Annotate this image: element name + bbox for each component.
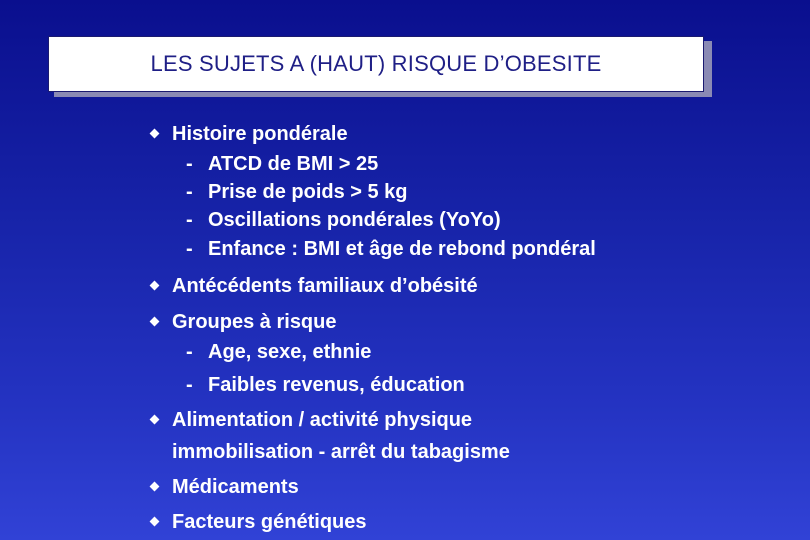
bullet-item: Alimentation / activité physique <box>172 409 473 431</box>
dash-marker: - <box>186 181 193 203</box>
sub-item-text: Prise de poids > 5 kg <box>208 181 408 203</box>
dash-marker: - <box>186 341 193 363</box>
diamond-bullet-icon <box>150 129 160 139</box>
sub-item-text: Faibles revenus, éducation <box>208 374 465 396</box>
diamond-bullet-icon <box>150 482 160 492</box>
diamond-bullet-icon <box>150 415 160 425</box>
bullet-item: Facteurs génétiques <box>172 511 367 533</box>
sub-item <box>186 180 408 204</box>
bullet-item: Groupes à risque <box>172 311 337 333</box>
sub-item-text: Age, sexe, ethnie <box>208 341 372 363</box>
dash-marker: - <box>186 153 193 175</box>
sub-item-text: ATCD de BMI > 25 <box>208 153 379 175</box>
sub-item-text: Oscillations pondérales (YoYo) <box>208 209 501 231</box>
diamond-bullet-icon <box>150 517 160 527</box>
bullet-item: Histoire pondérale <box>172 123 348 145</box>
sub-item <box>186 208 501 232</box>
diamond-bullet-icon <box>150 317 160 327</box>
sub-item-text: Enfance : BMI et âge de rebond pondéral <box>208 238 596 260</box>
diamond-bullet-icon <box>150 281 160 291</box>
slide-title: LES SUJETS A (HAUT) RISQUE D’OBESITE <box>150 51 602 76</box>
bullet-item: Antécédents familiaux d’obésité <box>172 275 478 297</box>
dash-marker: - <box>186 374 193 396</box>
bullet-item: Médicaments <box>172 476 299 498</box>
dash-marker: - <box>186 209 193 231</box>
dash-marker: - <box>186 238 193 260</box>
sub-item <box>186 237 596 261</box>
sub-item <box>186 152 378 176</box>
bullet-item-continuation: immobilisation - arrêt du tabagisme <box>172 441 510 463</box>
sub-item <box>186 340 371 364</box>
sub-item <box>186 373 465 397</box>
